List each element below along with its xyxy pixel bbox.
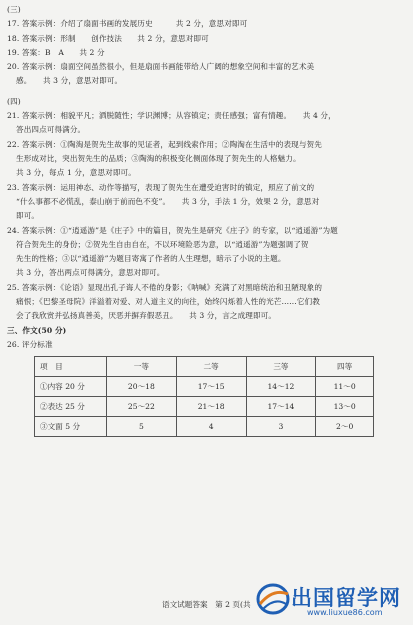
table-cell: ①内容 20 分 bbox=[35, 377, 107, 397]
table-cell: 4 bbox=[176, 417, 246, 437]
table-cell: 21～18 bbox=[176, 397, 246, 417]
answer-25-cont-2: 会了我欣赏并弘扬真善美，厌恶并摒弃假恶丑。 共 3 分，言之成理即可。 bbox=[16, 311, 277, 320]
answer-25-cont-1: 痛恨；《巴黎圣母院》洋溢着对爱、对人道主义的向往，始终闪烁着人性的光芒……它们教 bbox=[16, 297, 320, 306]
answer-23-cont-2: 即可。 bbox=[16, 211, 40, 220]
table-cell: 20～18 bbox=[107, 377, 177, 397]
table-row bbox=[35, 377, 374, 397]
question-26-heading: 26. 评分标准 bbox=[7, 340, 53, 349]
answer-20-cont: 感。 共 3 分，意思对即可。 bbox=[16, 76, 123, 85]
site-watermark bbox=[255, 580, 411, 620]
answer-22-cont-1: 生形成对比，突出贺先生的品质；③陶淘的积极变化侧面体现了贺先生的人格魅力。 bbox=[16, 154, 301, 163]
table-cell: 17～14 bbox=[246, 397, 316, 417]
table-cell: 2～0 bbox=[316, 417, 374, 437]
table-cell: 11～0 bbox=[316, 377, 374, 397]
section-composition-heading: 三、作文(50 分) bbox=[7, 326, 67, 335]
table-cell: 25～22 bbox=[107, 397, 177, 417]
table-cell: 13～0 bbox=[316, 397, 374, 417]
answer-17: 17. 答案示例：介绍了扇面书画的发展历史 共 2 分，意思对即可 bbox=[7, 19, 248, 28]
answer-19: 19. 答案：B A 共 2 分 bbox=[7, 48, 105, 57]
section-four-heading: (四) bbox=[7, 97, 21, 106]
table-row bbox=[35, 417, 374, 437]
table-header-cell: 一等 bbox=[107, 357, 177, 377]
answer-20: 20. 答案示例：扇面空间虽然很小，但是扇面书画能带给人广阔的想象空间和丰富的艺术美 bbox=[7, 62, 315, 71]
table-cell: ②表达 25 分 bbox=[35, 397, 107, 417]
answer-24: 24. 答案示例：①“逍遥游”是《庄子》中的篇目，贺先生是研究《庄子》的专家，以“逍遥游”为题 bbox=[7, 226, 338, 235]
table-cell: 17～15 bbox=[176, 377, 246, 397]
watermark-url: www.liuxue86.com bbox=[307, 608, 383, 617]
answer-23: 23. 答案示例：运用神态、动作等描写，表现了贺先生在遭受迫害时的镇定，照应了前文的 bbox=[7, 183, 315, 192]
table-header-cell: 三等 bbox=[246, 357, 316, 377]
section-three-heading: (三) bbox=[7, 5, 21, 14]
answer-18: 18. 答案示例：形制 创作技法 共 2 分，意思对即可 bbox=[7, 34, 209, 43]
table-cell: ③文面 5 分 bbox=[35, 417, 107, 437]
table-header-cell: 二等 bbox=[176, 357, 246, 377]
table-cell: 14～12 bbox=[246, 377, 316, 397]
answer-22: 22. 答案示例：①陶淘是贺先生故事的见证者，起到线索作用；②陶淘在生活中的表现与贺先 bbox=[7, 140, 322, 149]
answer-24-cont-3: 共 3 分，答出两点可得满分，意思对即可。 bbox=[16, 268, 165, 277]
watermark-text: 出国留学网 bbox=[291, 586, 401, 610]
table-header-cell: 四等 bbox=[316, 357, 374, 377]
answer-21-cont: 答出四点可得满分。 bbox=[16, 125, 86, 134]
table-header-cell: 项 目 bbox=[35, 357, 107, 377]
answer-24-cont-2: 先生的性格；③以“逍遥游”为题目寄寓了作者的人生理想，暗示了小说的主题。 bbox=[16, 254, 286, 263]
table-cell: 5 bbox=[107, 417, 177, 437]
table-cell: 3 bbox=[246, 417, 316, 437]
globe-logo-icon bbox=[255, 582, 291, 616]
answer-21: 21. 答案示例：相貌平凡；洒脱随性；学识渊博；从容镇定；责任感强；富有情趣。 共 4 分， bbox=[7, 111, 336, 120]
page-footer: 语文试题答案 第 2 页(共 bbox=[162, 600, 251, 609]
table-header-row bbox=[35, 357, 374, 377]
table-row bbox=[35, 397, 374, 417]
answer-25: 25. 答案示例：《论语》显现出孔子诲人不倦的身影；《呐喊》充满了对黑暗统治和丑陋现象的 bbox=[7, 283, 323, 292]
answer-22-cont-2: 共 3 分，每点 1 分，意思对即可。 bbox=[16, 168, 136, 177]
answer-23-cont-1: “什么事都不必慌乱，泰山崩于前而色不变”。 共 3 分，手法 1 分，效果 2 分，意思对 bbox=[16, 197, 320, 206]
scoring-table bbox=[34, 356, 374, 437]
answer-24-cont-1: 符合贺先生的身份；②贺先生自由自在，不以环境险恶为意，以“逍遥游”为题强调了贺 bbox=[16, 240, 309, 249]
